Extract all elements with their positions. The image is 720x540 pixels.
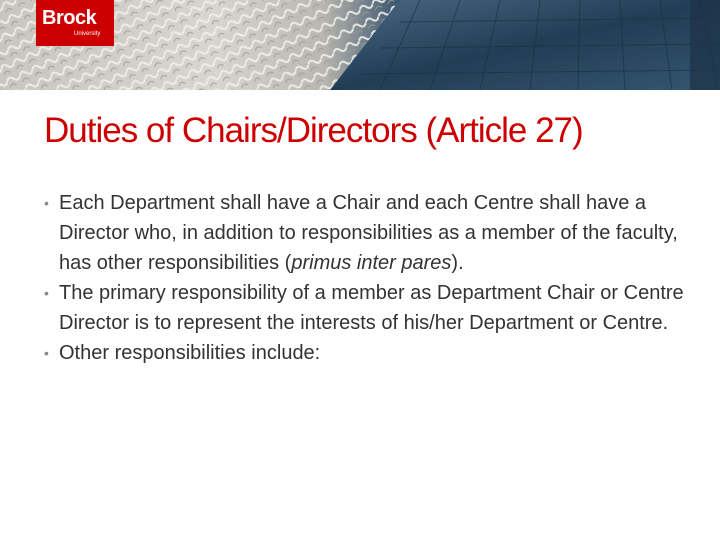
bullet-dot-icon: • [44,345,49,361]
header-banner-image [0,0,720,90]
bullet-dot-icon: • [44,285,49,301]
logo-wordmark: Brock [42,7,97,29]
bullet-text: Each Department shall have a Chair and each Centre shall have a Director who, in addition to responsibilities as a member of the faculty, has other responsibilities ( [59,192,678,274]
bullet-text-end: ). [451,252,464,274]
logo-subtitle: University [74,31,101,37]
bullet-text: The primary responsibility of a member as Department Chair or Centre Director is to represent the interests of his/her Department or Centre. [59,282,684,334]
bullet-text: Other responsibilities include: [59,342,321,364]
bullet-item [44,338,694,368]
bullet-list [44,188,694,368]
slide-title: Duties of Chairs/Directors (Article 27) [44,111,583,150]
bullet-item [44,278,694,338]
bullet-dot-icon: • [44,195,49,211]
brock-university-logo [36,0,114,46]
bullet-item [44,188,694,278]
bullet-italic-text: primus inter pares [291,252,452,274]
